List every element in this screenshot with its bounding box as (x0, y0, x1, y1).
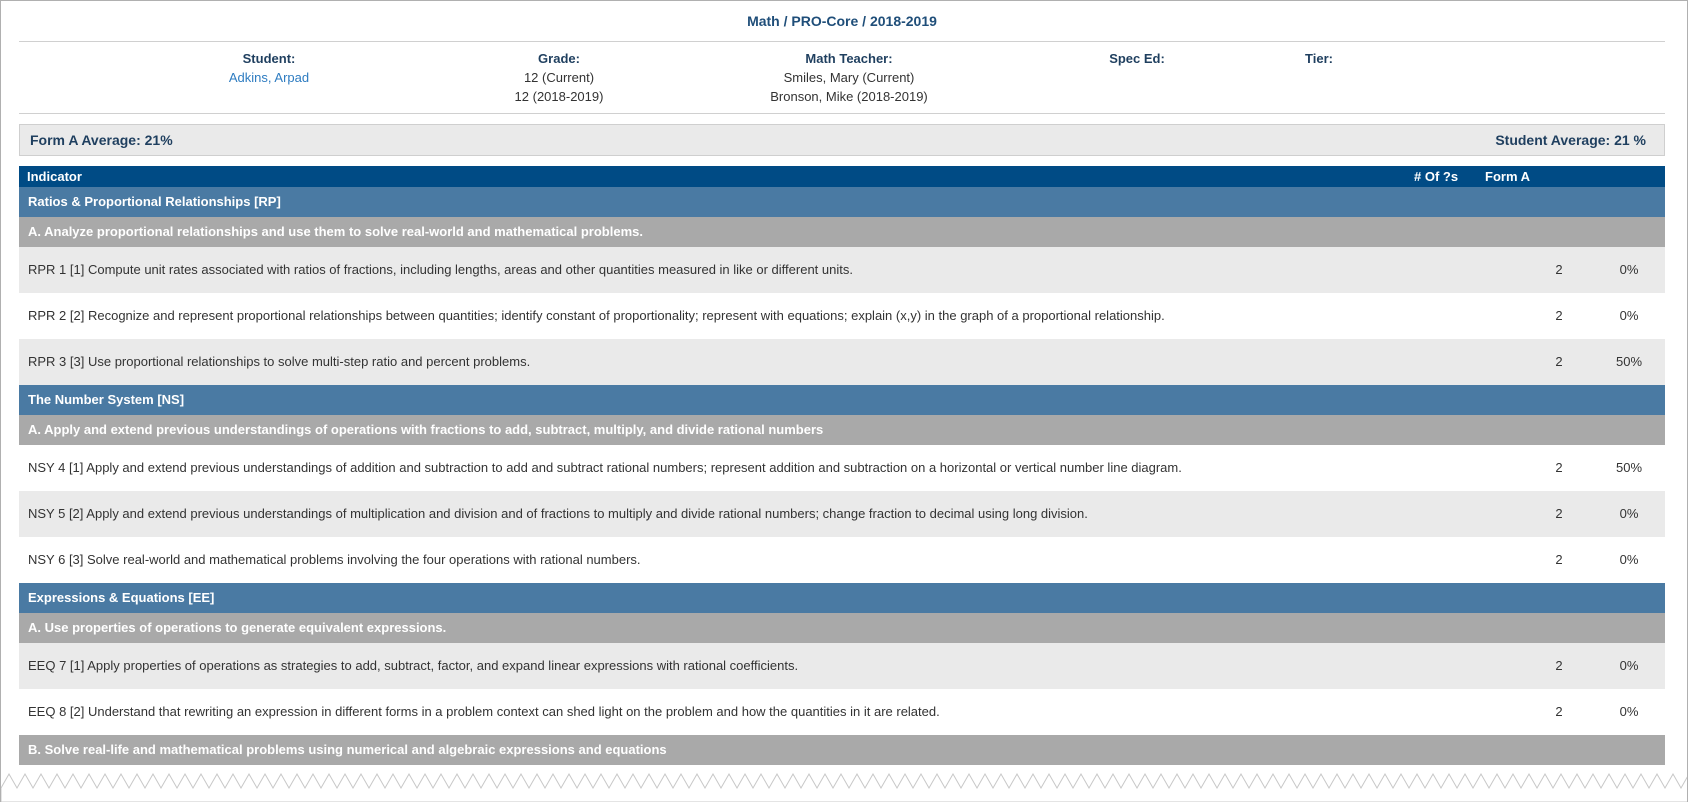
question-count: 2 (1555, 704, 1563, 719)
category-title: Ratios & Proportional Relationships [RP] (28, 194, 281, 209)
table-row (19, 293, 1665, 339)
form-a-score: 0% (1619, 552, 1639, 567)
subcategory-row (19, 613, 1665, 643)
question-count: 2 (1555, 506, 1563, 521)
form-a-score: 50% (1615, 354, 1643, 369)
torn-edge (1, 766, 1688, 802)
table-body (19, 187, 1665, 765)
subcategory-row (19, 415, 1665, 445)
tier-column (1279, 49, 1359, 68)
question-count: 2 (1555, 552, 1563, 567)
form-a-score: 50% (1615, 460, 1643, 475)
grade-current: 12 (Current) (523, 70, 595, 85)
question-count: 2 (1555, 658, 1563, 673)
student-column (189, 49, 349, 87)
averages-bar (19, 124, 1665, 156)
header-num-questions: # Of ?s (1414, 169, 1459, 184)
subcategory-title: A. Apply and extend previous understandings of operations with fractions to add, subtract, multiply, and divide rational numbers (28, 422, 824, 437)
category-title: Expressions & Equations [EE] (28, 590, 215, 605)
spec-ed-label: Spec Ed: (1109, 51, 1165, 66)
form-a-score: 0% (1619, 262, 1639, 277)
grade-label: Grade: (538, 51, 580, 66)
question-count: 2 (1555, 354, 1563, 369)
indicator-text: NSY 5 [2] Apply and extend previous understandings of multiplication and division and of fractions to multiply and divide rational numbers; change fraction to decimal using long division. (28, 506, 1088, 521)
table-row (19, 491, 1665, 537)
indicator-text: RPR 3 [3] Use proportional relationships to solve multi-step ratio and percent problems. (28, 354, 531, 369)
table-row (19, 537, 1665, 583)
subcategory-title: B. Solve real-life and mathematical problems using numerical and algebraic expressions and equations (28, 742, 667, 757)
student-name-link[interactable]: Adkins, Arpad (228, 70, 310, 85)
indicator-text: EEQ 8 [2] Understand that rewriting an expression in different forms in a problem context can shed light on the problem and how the quantities in it are related. (28, 704, 940, 719)
form-a-score: 0% (1619, 308, 1639, 323)
subcategory-title: A. Use properties of operations to generate equivalent expressions. (28, 620, 447, 635)
report-page (19, 1, 1665, 757)
header-form-a: Form A (1485, 169, 1531, 184)
student-label: Student: (242, 51, 296, 66)
table-row (19, 247, 1665, 293)
teacher-year: Bronson, Mike (2018-2019) (770, 89, 928, 104)
teacher-current: Smiles, Mary (Current) (783, 70, 915, 85)
teacher-label: Math Teacher: (805, 51, 893, 66)
question-count: 2 (1555, 308, 1563, 323)
teacher-column (729, 49, 969, 106)
grade-year: 12 (2018-2019) (514, 89, 604, 104)
indicator-table (19, 166, 1665, 765)
subcategory-row (19, 735, 1665, 765)
subcategory-row (19, 217, 1665, 247)
indicator-text: RPR 1 [1] Compute unit rates associated with ratios of fractions, including lengths, areas and other quantities measured in like or different units. (28, 262, 853, 277)
category-title: The Number System [NS] (28, 392, 185, 407)
question-count: 2 (1555, 460, 1563, 475)
indicator-text: RPR 2 [2] Recognize and represent proportional relationships between quantities; identify constant of proportionality; represent with equations; explain (x,y) in the graph of a proportional relationship. (28, 308, 1165, 323)
header-indicator: Indicator (27, 169, 82, 184)
table-row (19, 643, 1665, 689)
form-a-score: 0% (1619, 506, 1639, 521)
subcategory-title: A. Analyze proportional relationships and use them to solve real-world and mathematical problems. (28, 224, 643, 239)
category-row (19, 583, 1665, 613)
page-title: Math / PRO-Core / 2018-2019 (19, 1, 1665, 42)
student-info-row (19, 42, 1665, 114)
tier-label: Tier: (1305, 51, 1333, 66)
table-row (19, 339, 1665, 385)
student-average: Student Average: 21 % (1495, 132, 1646, 148)
table-header (19, 166, 1665, 187)
spec-ed-column (1087, 49, 1187, 68)
table-row (19, 445, 1665, 491)
form-a-score: 0% (1619, 658, 1639, 673)
indicator-text: NSY 4 [1] Apply and extend previous understandings of addition and subtraction to add and subtract rational numbers; represent addition and subtraction on a horizontal or vertical number line diagram. (28, 460, 1182, 475)
grade-column (459, 49, 659, 106)
category-row (19, 187, 1665, 217)
question-count: 2 (1555, 262, 1563, 277)
table-row (19, 689, 1665, 735)
category-row (19, 385, 1665, 415)
form-a-score: 0% (1619, 704, 1639, 719)
form-a-average: Form A Average: 21% (30, 132, 173, 148)
indicator-text: NSY 6 [3] Solve real-world and mathematical problems involving the four operations with rational numbers. (28, 552, 641, 567)
indicator-text: EEQ 7 [1] Apply properties of operations as strategies to add, subtract, factor, and expand linear expressions with rational coefficients. (28, 658, 799, 673)
